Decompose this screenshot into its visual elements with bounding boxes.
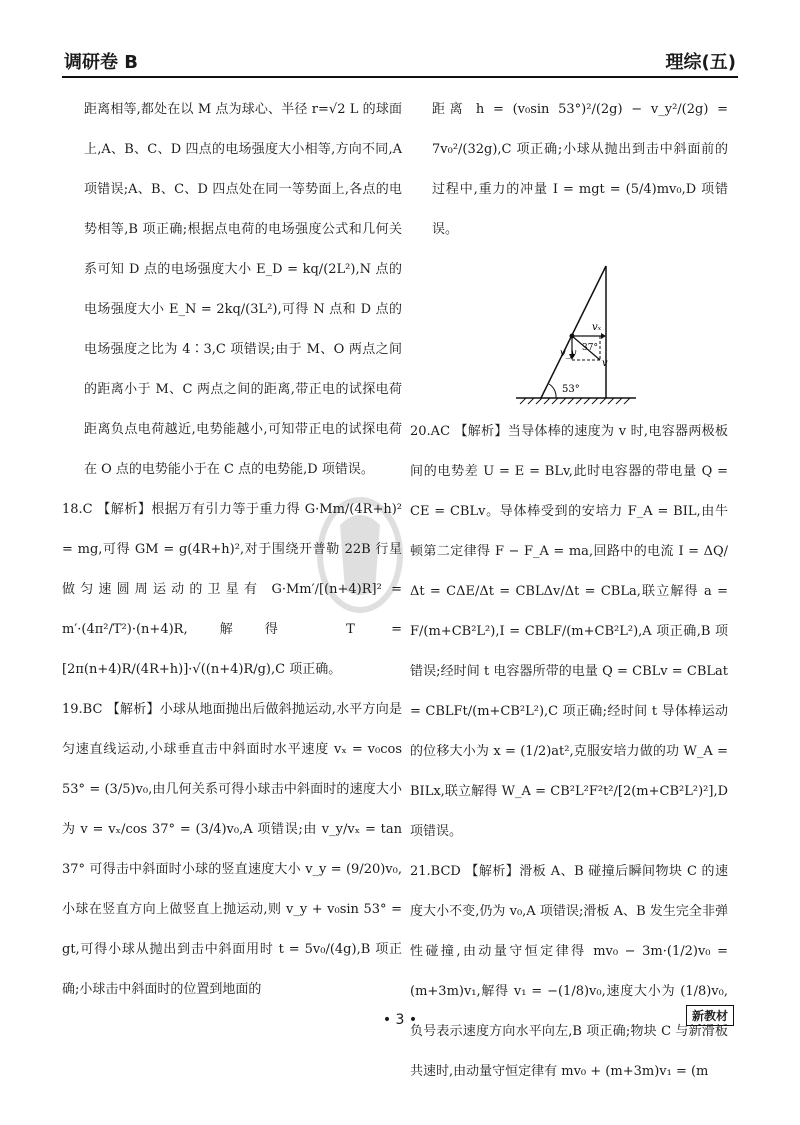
paragraph-20: 20.AC 【解析】当导体棒的速度为 v 时,电容器两极板间的电势差 U = E = BLv,此时电容器的带电量 Q = CE = CBLv。导体棒受到的安培力 F_A = BIL,由牛顿第二定律得 F − F_A = ma,回路中的电流 I = ΔQ/Δt = CΔE/Δt = CBLΔv/Δt = CBLa,联立解得 a = F/(m+CB²L²),I = CBLF/(m+CB²L²),A 项正确,B 项错误;经时间 t 电容器所带的电量 Q = CBLv = CBLat = CBLFt/(m+CB²L²),C 项正确;经时间 t 导体棒运动的位移大小为 x = (1/2)at²,克服安培力做的功 W_A = BILx,联立解得 W_A = CB²L²F²t²/[2(m+CB²L²)²],D 项错误。	[410, 424, 728, 839]
label-angle-base: 53°	[562, 384, 580, 395]
label-vy: v_y	[560, 348, 577, 359]
page-number: • 3 •	[382, 1012, 418, 1028]
label-v: v	[602, 358, 608, 369]
paragraph-18: 18.C 【解析】根据万有引力等于重力得 G·Mm/(4R+h)² = mg,可得 GM = g(4R+h)²,对于围绕开普勒 22B 行星做匀速圆周运动的卫星有 G·Mm′/[(n+4)R]² = m′·(4π²/T²)·(n+4)R,解得 T = [2π(n+4)R/(4R+h)]·√((n+4)R/g),C 项正确。	[62, 502, 402, 677]
header-title: 调研卷 B	[64, 52, 138, 73]
page-header	[0, 0, 800, 80]
paragraph-19-continued: 距离 h = (v₀sin 53°)²/(2g) − v_y²/(2g) = 7v₀²/(32g),C 项正确;小球从抛出到击中斜面前的过程中,重力的冲量 I = mgt = (5/4)mv₀,D 项错误。	[432, 102, 728, 237]
paragraph-21: 21.BCD 【解析】滑板 A、B 碰撞后瞬间物块 C 的速度大小不变,仍为 v₀,A 项错误;滑板 A、B 发生完全非弹性碰撞,由动量守恒定律得 mv₀ − 3m·(1/2)v₀ = (m+3m)v₁,解得 v₁ = −(1/8)v₀,速度大小为 (1/8)v₀,负号表示速度方向水平向左,B 项正确;物块 C 与新滑板共速时,由动量守恒定律有 mv₀ + (m+3m)v₁ = (m	[410, 864, 728, 1079]
left-column	[62, 90, 402, 1010]
header-subject: 理综(五)	[665, 52, 736, 73]
angle-arc	[549, 384, 556, 398]
paragraph-17-continued: 距离相等,都处在以 M 点为球心、半径 r=√2 L 的球面上,A、B、C、D 四点的电场强度大小相等,方向不同,A 项错误;A、B、C、D 四点处在同一等势面上,各点的电势相等,B 项正确;根据点电荷的电场强度公式和几何关系可知 D 点的电场强度大小 E_D = kq/(2L²),N 点的电场强度大小 E_N = 2kq/(3L²),可得 N 点和 D 点的电场强度之比为 4∶3,C 项错误;由于 M、O 两点之间的距离小于 M、C 两点之间的距离,带正电的试探电荷距离负点电荷越近,电势能越小,可知带正电的试探电荷在 O 点的电势能小于在 C 点的电势能,D 项错误。	[84, 102, 402, 477]
label-angle-top: 37°	[582, 343, 598, 353]
header-rule	[62, 76, 738, 78]
edition-badge: 新教材	[686, 1005, 734, 1026]
incline-projectile-figure	[506, 256, 646, 406]
label-vx: vₓ	[592, 322, 602, 333]
right-column	[410, 90, 728, 1092]
ground-hatching	[520, 398, 630, 404]
paragraph-19: 19.BC 【解析】小球从地面抛出后做斜抛运动,水平方向是匀速直线运动,小球垂直击中斜面时水平速度 vₓ = v₀cos 53° = (3/5)v₀,由几何关系可得小球击中斜面时的速度大小为 v = vₓ/cos 37° = (3/4)v₀,A 项错误;由 v_y/vₓ = tan 37° 可得击中斜面时小球的竖直速度大小 v_y = (9/20)v₀,小球在竖直方向上做竖直上抛运动,则 v_y + v₀sin 53° = gt,可得小球从抛出到击中斜面用时 t = 5v₀/(4g),B 项正确;小球击中斜面时的位置到地面的	[62, 702, 402, 997]
